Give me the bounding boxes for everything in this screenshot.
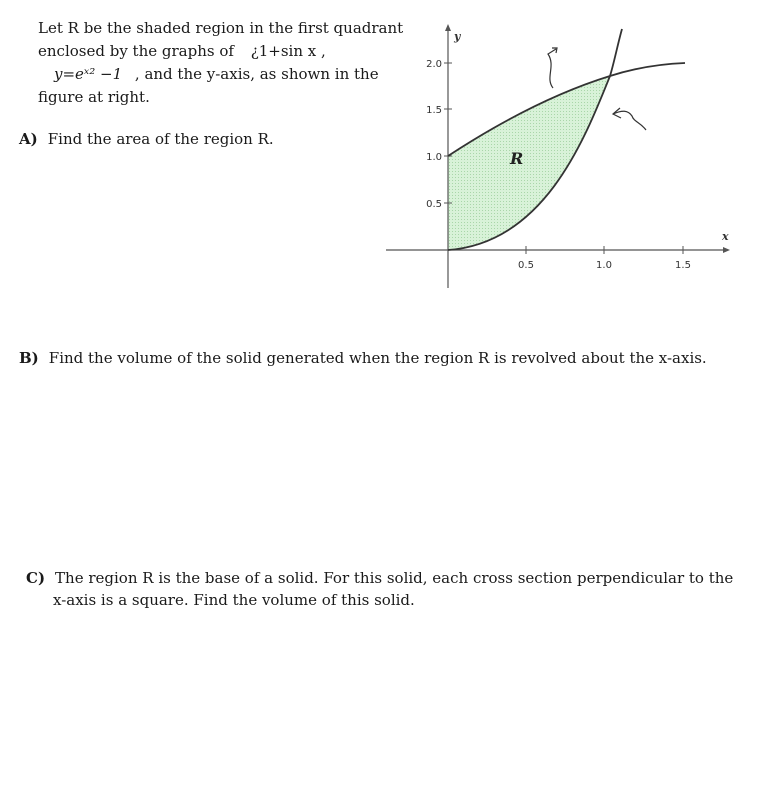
question-a-text: Find the area of the region R. [47,130,274,148]
y-axis-label: y [454,30,461,43]
y-tick-label: 0.5 [426,199,442,210]
x-axis-label: x [722,230,729,243]
question-c-line-2: x-axis is a square. Find the volume of this solid. [53,591,415,609]
question-a-label: A) [19,130,38,148]
intro-line-4: figure at right. [38,88,150,106]
curve-1-expression: ¿1+sin x , [250,42,326,60]
x-tick-label: 0.5 [518,260,534,271]
question-b-text: Find the volume of the solid generated when the region R is revolved about the x-axis. [48,349,707,367]
y-tick-label: 1.5 [426,105,442,116]
question-b-label: B) [19,349,39,367]
region-graph [380,18,740,293]
x-tick-label: 1.5 [675,260,691,271]
intro-line-3 [38,63,378,86]
x-tick-label: 1.0 [596,260,612,271]
graph-svg [380,18,740,293]
question-c-label: C) [26,569,46,587]
question-a [19,130,274,148]
question-c-line-1: The region R is the base of a solid. For this solid, each cross section perpendicular to the [55,569,734,587]
y-tick-label: 2.0 [426,59,442,70]
y-tick-label: 1.0 [426,152,442,163]
question-b [19,349,707,367]
intro-line-2 [38,40,378,63]
shaded-region-r [448,76,610,250]
intro-line-3-text: , and the y-axis, as shown in the [134,65,379,83]
intro-line-1: Let R be the shaded region in the first quadrant [38,19,404,37]
curve-2-expression: y=eˣ² −1 [54,65,123,83]
x-axis-arrow-icon [723,247,730,253]
question-c [26,567,733,611]
region-r-label: R [510,149,524,168]
pointer-arrow-icon [613,111,646,130]
pointer-arrow-icon [548,49,556,88]
problem-intro [38,17,404,109]
intro-line-2-text: enclosed by the graphs of [38,42,234,60]
y-axis-arrow-icon [445,24,451,31]
